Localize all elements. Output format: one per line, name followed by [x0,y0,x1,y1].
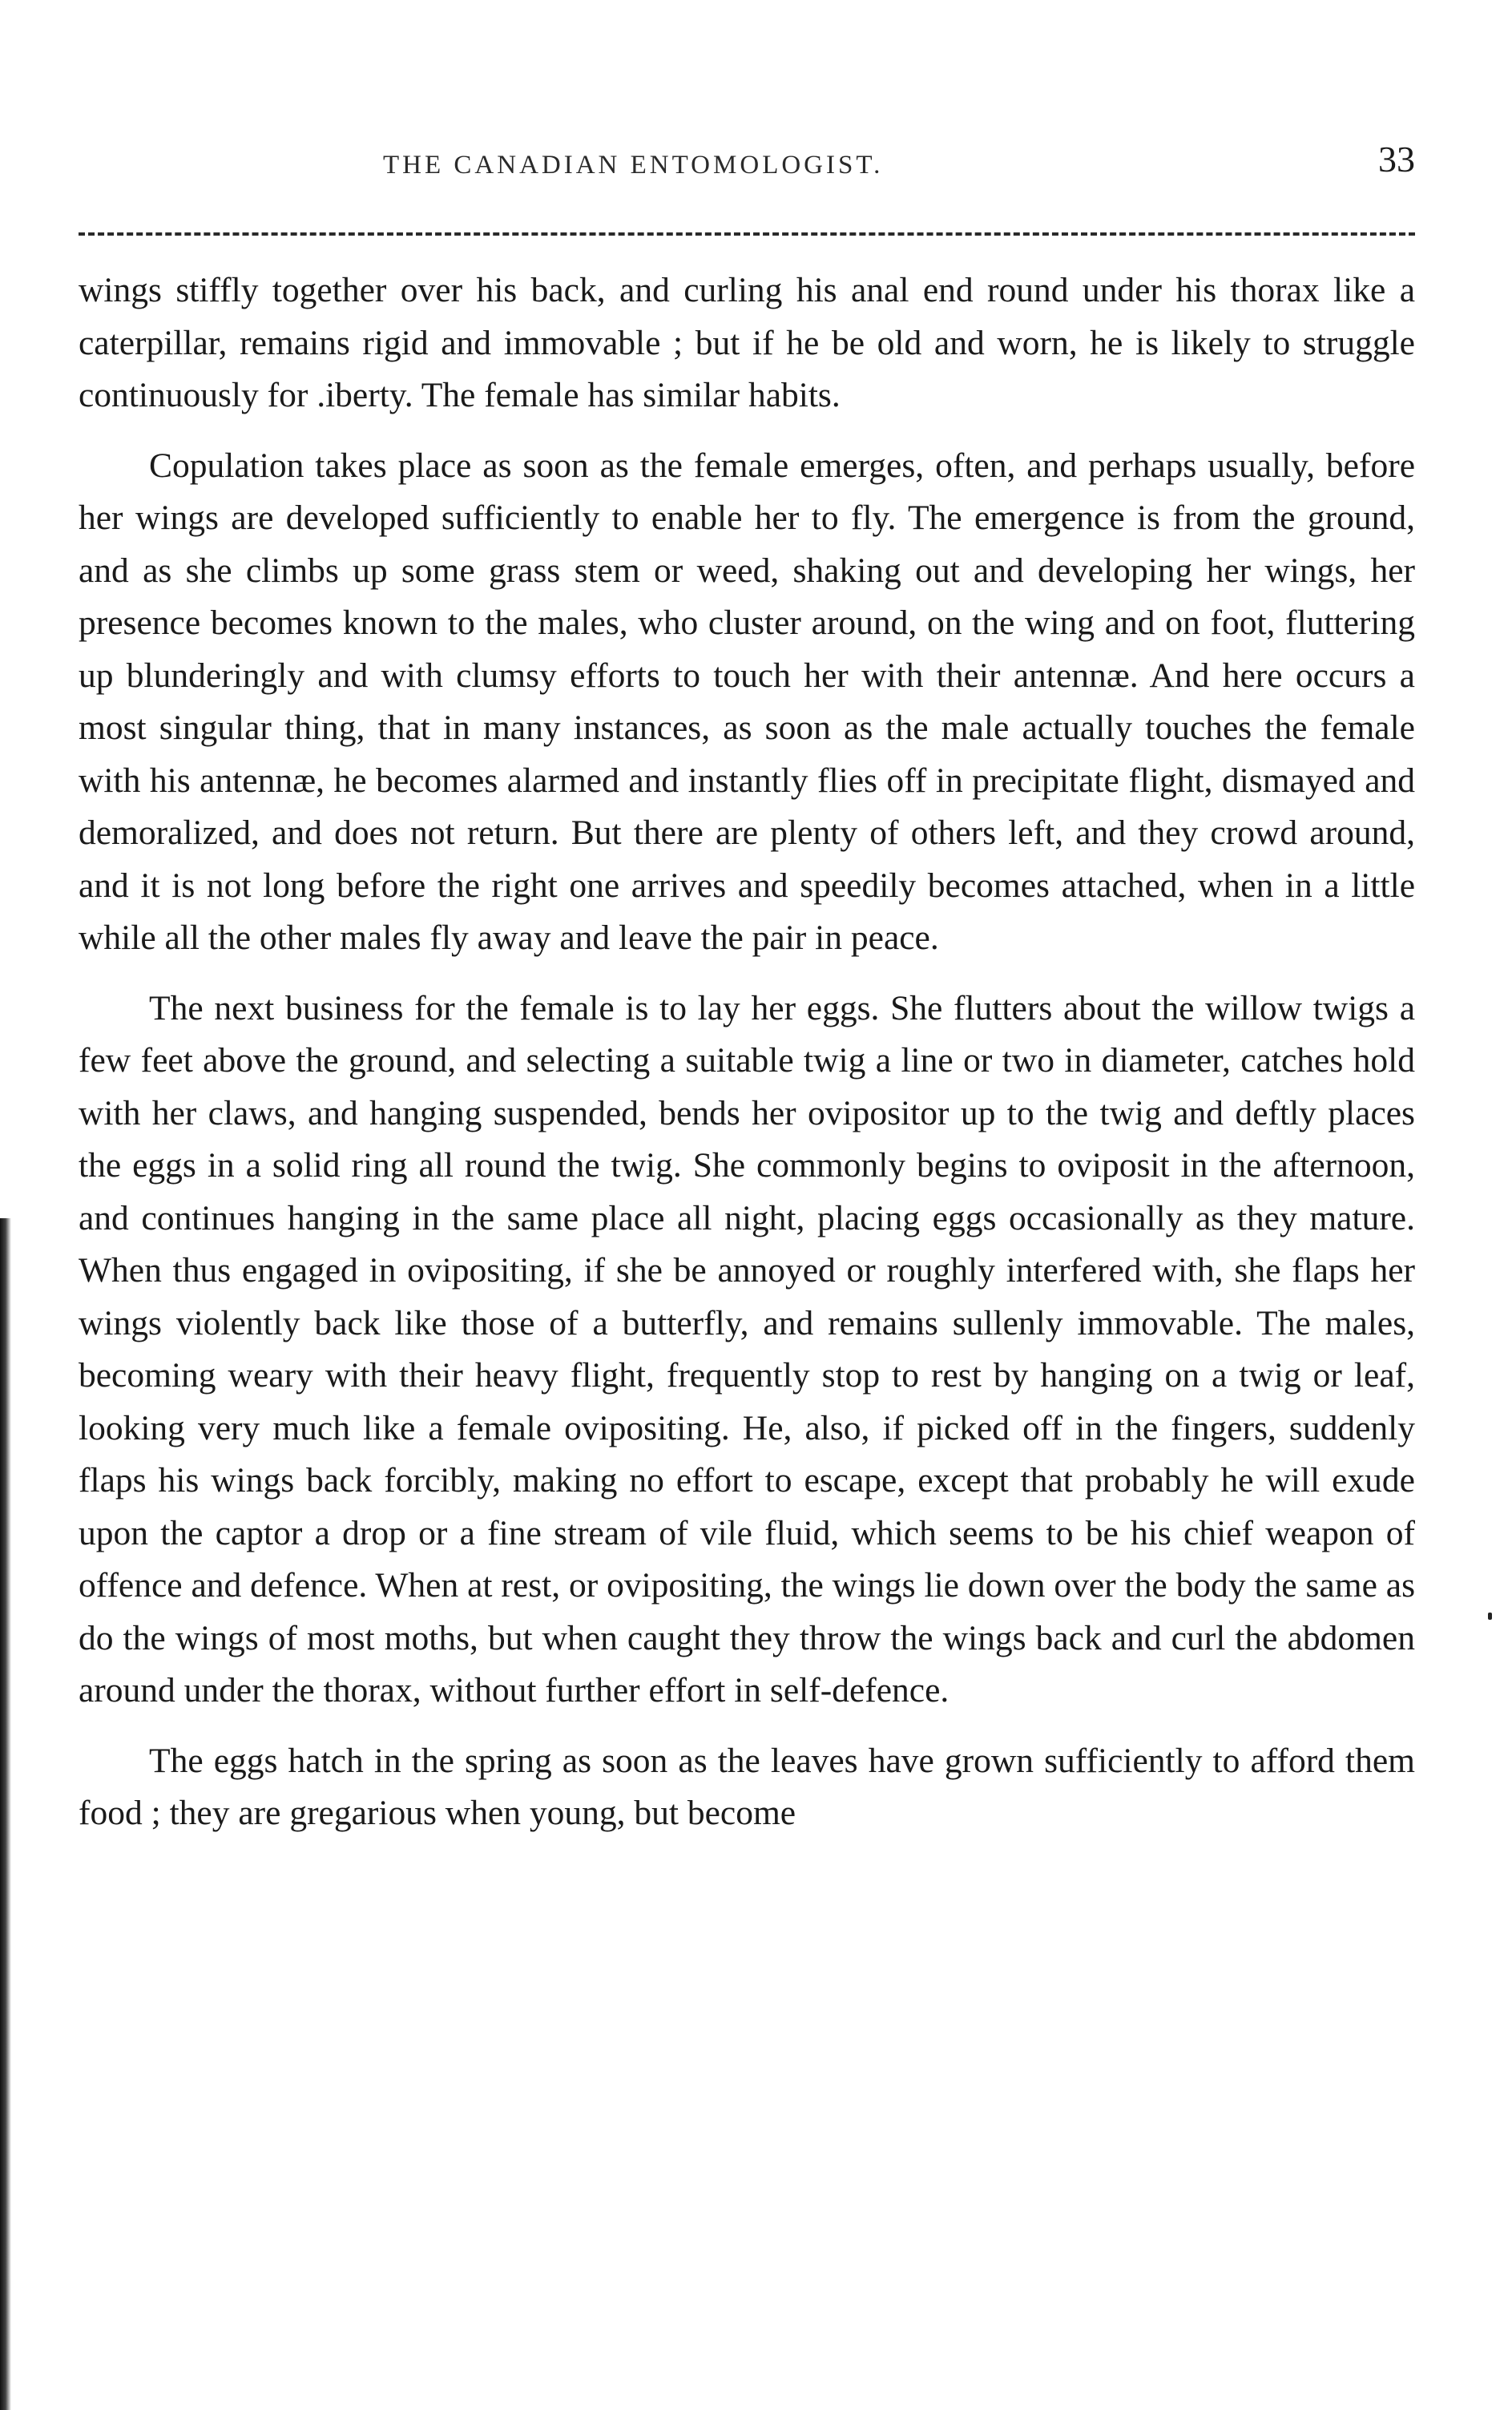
paragraph-hatching: The eggs hatch in the spring as soon as the leaves have grown sufficiently to afford them food ; they are gregarious when young, but become [79,1741,1415,1832]
article-body [79,264,1415,1858]
paragraph-copulation: Copulation takes place as soon as the female emerges, often, and perhaps usually, before her wings are developed sufficiently to enable her to fly. The emergence is from the ground, and as she climbs up some grass stem or weed, shaking out and developing her wings, her presence becomes known to the males, who cluster around, on the wing and on foot, fluttering up blunderingly and with clumsy efforts to touch her with their antennæ. And here occurs a most singular thing, that in many instances, as soon as the male actually touches the female with his antennæ, he becomes alarmed and instantly flies off in precipitate flight, dismayed and demoralized, and does not return. But there are plenty of others left, and they crowd around, and it is not long before the right one arrives and speedily becomes attached, when in a little while all the other males fly away and leave the pair in peace. [79,446,1415,957]
binding-edge-shadow [0,1218,11,2410]
header-rule [79,232,1415,236]
paragraph-egg-laying: The next business for the female is to lay her eggs. She flutters about the willow twigs a few feet above the ground, and selecting a suitable twig a line or two in diameter, catches hold with her claws, and hanging suspended, bends her ovipositor up to the twig and deftly places the eggs in a solid ring all round the twig. She commonly begins to oviposit in the afternoon, and continues hanging in the same place all night, placing eggs occasionally as they mature. When thus engaged in ovipositing, if she be annoyed or roughly interfered with, she flaps her wings violently back like those of a butterfly, and remains sullenly immovable. The males, becoming weary with their heavy flight, frequently stop to rest by hanging on a twig or leaf, looking very much like a female ovipositing. He, also, if picked off in the fingers, suddenly flaps his wings back forcibly, making no effort to escape, except that probably he will exude upon the captor a drop or a fine stream of vile fluid, which seems to be his chief weapon of offence and defence. When at rest, or ovipositing, the wings lie down over the body the same as do the wings of most moths, but when caught they throw the wings back and curl the abdomen around under the thorax, without further effort in self-defence. [79,988,1415,1710]
page-number: 33 [1378,139,1415,180]
print-speck [1488,1613,1492,1620]
paragraph-continuation: wings stiffly together over his back, and curling his anal end round under his thorax like a caterpillar, remains rigid and immovable ; but if he be old and worn, he is likely to struggle continuously for .iberty. The female has similar habits. [79,271,1415,414]
page-header [79,136,1415,192]
running-title: THE CANADIAN ENTOMOLOGIST. [383,151,884,180]
